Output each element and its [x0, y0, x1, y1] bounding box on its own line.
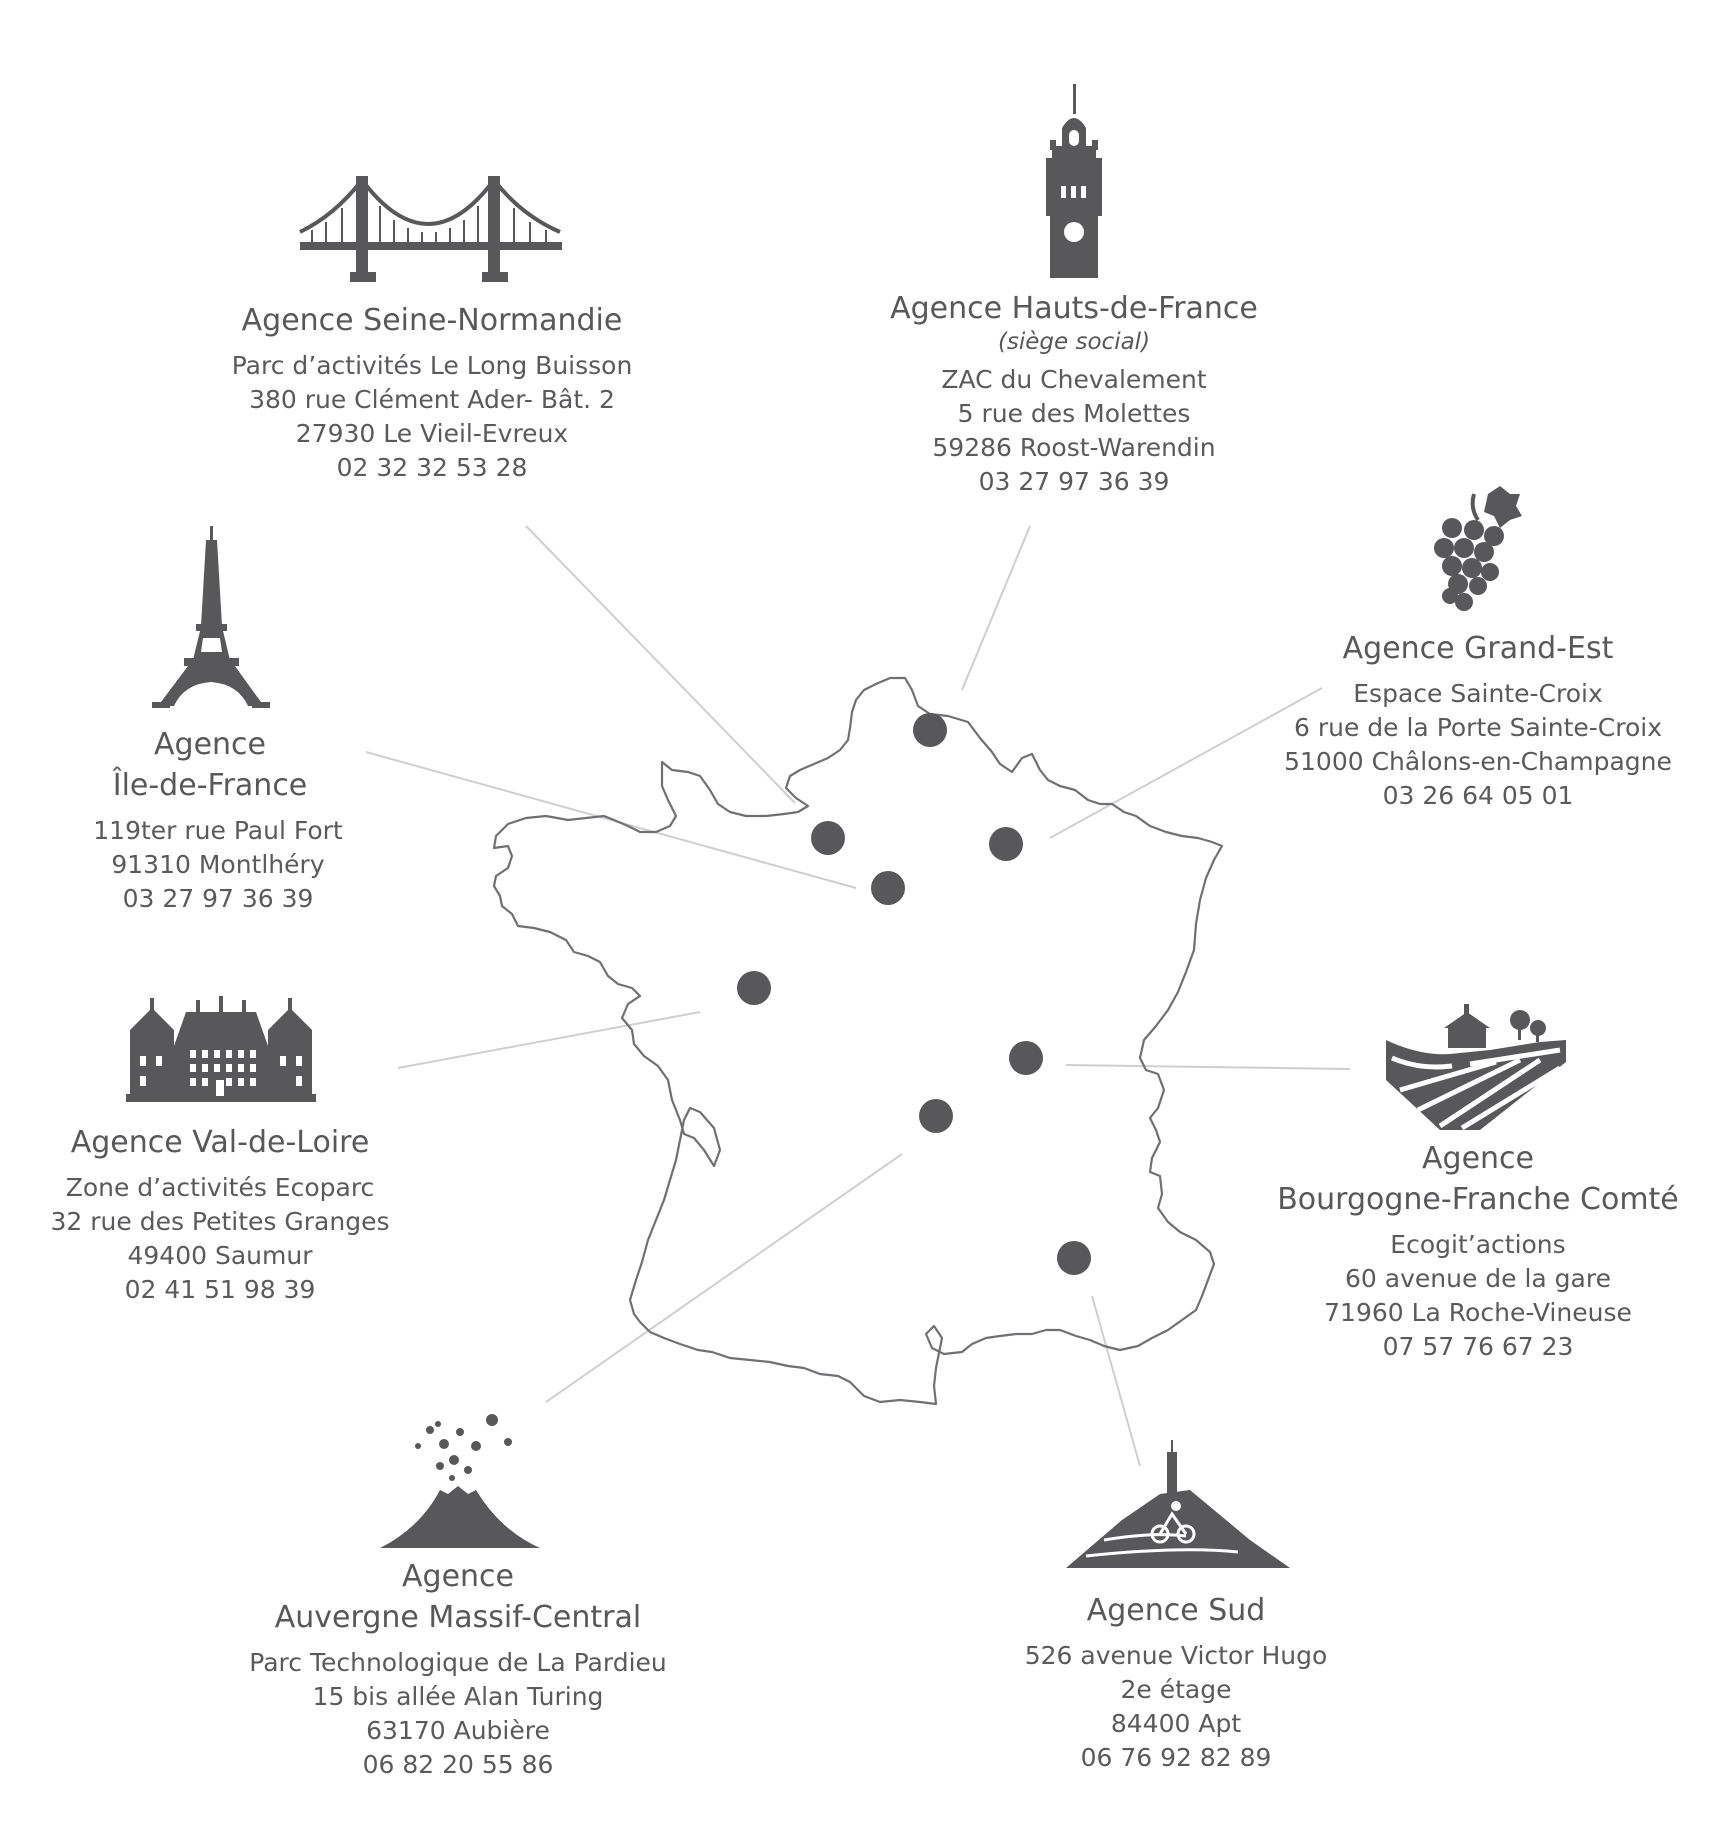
- leader-line-seine-normandie: [526, 526, 795, 803]
- map-dot-val-de-loire[interactable]: [737, 971, 771, 1005]
- agency-subtitle: (siège social): [997, 329, 1151, 355]
- phone-number[interactable]: 03 27 97 36 39: [122, 884, 314, 913]
- leader-line-auvergne: [546, 1154, 902, 1402]
- volcano-icon: [380, 1414, 540, 1548]
- leader-line-sud: [1092, 1296, 1140, 1466]
- agency-name: Agence Sud: [1086, 1593, 1266, 1628]
- mont-ventoux-cyclist-icon: [1066, 1440, 1290, 1568]
- phone-number[interactable]: 06 76 92 82 89: [1080, 1743, 1272, 1772]
- agency-sud: [946, 1590, 1406, 1775]
- phone-number[interactable]: 02 32 32 53 28: [336, 453, 528, 482]
- agency-bourgogne-franche-comte: [1248, 1138, 1708, 1364]
- agency-seine-normandie: [202, 300, 662, 485]
- agency-address: Espace Sainte-Croix 6 rue de la Porte Sainte-Croix 51000 Châlons-en-Champagne 03 26 64 05 01: [1248, 677, 1708, 813]
- agency-hauts-de-france: [844, 288, 1304, 499]
- agency-name-line-1: Agence: [1422, 1141, 1534, 1176]
- grapes-icon: [1434, 486, 1522, 611]
- phone-number[interactable]: 06 82 20 55 86: [362, 1750, 554, 1779]
- agency-val-de-loire: [0, 1122, 450, 1307]
- map-dot-sud[interactable]: [1057, 1241, 1091, 1275]
- agency-grand-est: [1248, 628, 1708, 813]
- map-dot-ile-de-france[interactable]: [871, 871, 905, 905]
- map-dot-hauts-de-france[interactable]: [913, 713, 947, 747]
- phone-number[interactable]: 02 41 51 98 39: [124, 1275, 316, 1304]
- agency-auvergne-massif-central: [228, 1556, 688, 1782]
- leader-line-val-de-loire: [398, 1012, 700, 1068]
- agency-address: Parc d’activités Le Long Buisson 380 rue Clément Ader- Bât. 2 27930 Le Vieil-Evreux 02 32 32 53 28: [202, 349, 662, 485]
- agency-address: ZAC du Chevalement 5 rue des Molettes 59286 Roost-Warendin 03 27 97 36 39: [844, 363, 1304, 499]
- agency-ile-de-france: [0, 724, 440, 916]
- agency-name: Agence Val-de-Loire: [70, 1125, 370, 1160]
- phone-number[interactable]: 03 26 64 05 01: [1382, 781, 1574, 810]
- belfry-tower-icon: [1046, 84, 1102, 278]
- agency-name-line-2: Île-de-France: [112, 768, 308, 803]
- agency-address: 119ter rue Paul Fort 91310 Montlhéry 03 27 97 36 39: [0, 814, 440, 916]
- map-dot-bourgogne[interactable]: [1009, 1041, 1043, 1075]
- agency-name: Agence Hauts-de-France: [890, 291, 1258, 326]
- agency-address: 526 avenue Victor Hugo 2e étage 84400 Apt 06 76 92 82 89: [946, 1639, 1406, 1775]
- map-dot-grand-est[interactable]: [989, 827, 1023, 861]
- map-dot-seine-normandie[interactable]: [811, 821, 845, 855]
- agency-name-line-1: Agence: [154, 727, 266, 762]
- agency-name-line-2: Bourgogne-Franche Comté: [1277, 1182, 1679, 1217]
- phone-number[interactable]: 07 57 76 67 23: [1382, 1332, 1574, 1361]
- leader-lines: [366, 526, 1350, 1466]
- agency-address: Ecogit’actions 60 avenue de la gare 71960 La Roche-Vineuse 07 57 76 67 23: [1248, 1228, 1708, 1364]
- vineyard-icon: [1386, 1004, 1566, 1130]
- leader-line-bourgogne: [1066, 1065, 1350, 1069]
- agency-name-line-2: Auvergne Massif-Central: [274, 1600, 642, 1635]
- phone-number[interactable]: 03 27 97 36 39: [978, 467, 1170, 496]
- eiffel-tower-icon: [152, 526, 270, 708]
- france-outline: [494, 678, 1222, 1404]
- agency-name-line-1: Agence: [402, 1559, 514, 1594]
- leader-line-hauts-de-france: [962, 526, 1030, 690]
- agency-address: Parc Technologique de La Pardieu 15 bis allée Alan Turing 63170 Aubière 06 82 20 55 86: [228, 1646, 688, 1782]
- agency-address: Zone d’activités Ecoparc 32 rue des Petites Granges 49400 Saumur 02 41 51 98 39: [0, 1171, 450, 1307]
- chateau-icon: [126, 996, 316, 1102]
- map-dot-auvergne[interactable]: [919, 1099, 953, 1133]
- suspension-bridge-icon: [300, 176, 562, 282]
- agency-name: Agence Seine-Normandie: [241, 303, 623, 338]
- agency-name: Agence Grand-Est: [1342, 631, 1614, 666]
